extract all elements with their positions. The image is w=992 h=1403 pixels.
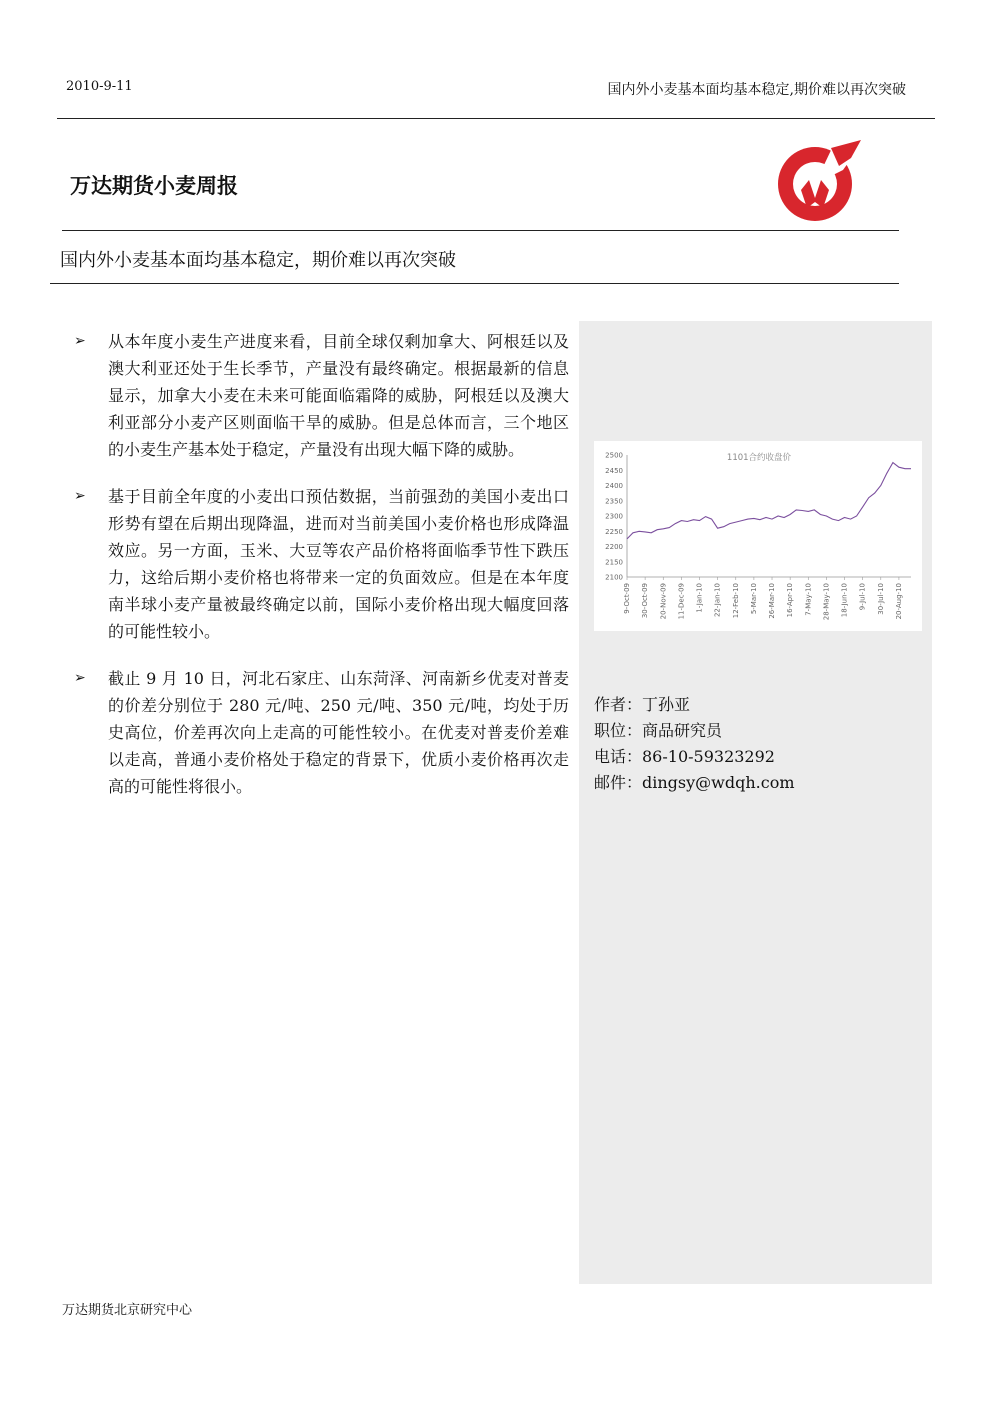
author-name: 作者：丁孙亚 <box>594 695 691 714</box>
y-tick-label: 2250 <box>605 527 623 536</box>
bullet-text: 从本年度小麦生产进度来看，目前全球仅剩加拿大、阿根廷以及澳大利亚还处于生长季节，产量没有最终确定。根据最新的信息显示，加拿大小麦在未来可能面临霜降的威胁，阿根廷以及澳大利亚部分小麦产区则面临干旱的威胁。但是总体而言，三个地区的小麦生产基本处于稳定，产量没有出现大幅下降的威胁。 <box>108 332 569 459</box>
x-tick-label: 9-Oct-09 <box>623 583 631 614</box>
price-chart <box>594 441 922 631</box>
y-tick-label: 2300 <box>605 512 623 521</box>
arrow-bullet-icon: ➢ <box>74 670 86 686</box>
y-tick-label: 2100 <box>605 573 623 582</box>
x-tick-label: 11-Dec-09 <box>677 583 686 620</box>
x-tick-label: 30-Oct-09 <box>641 583 650 619</box>
x-tick-label: 20-Nov-09 <box>659 583 668 620</box>
header-rule <box>57 118 935 119</box>
author-info <box>594 692 795 796</box>
report-title: 万达期货小麦周报 <box>70 174 238 198</box>
author-position: 职位：商品研究员 <box>594 721 723 740</box>
x-tick-label: 26-Mar-10 <box>768 583 777 619</box>
x-tick-label: 18-Jun-10 <box>840 583 849 618</box>
price-chart-svg <box>594 441 922 631</box>
wanda-logo-icon <box>773 140 863 224</box>
y-tick-label: 2350 <box>605 497 623 506</box>
x-tick-label: 12-Feb-10 <box>731 583 740 619</box>
y-tick-label: 2400 <box>605 482 623 490</box>
header-running-title: 国内外小麦基本面均基本稳定,期价难以再次突破 <box>607 82 906 98</box>
y-tick-label: 2500 <box>605 451 623 460</box>
headline: 国内外小麦基本面均基本稳定，期价难以再次突破 <box>60 250 456 271</box>
x-tick-label: 30-Jul-10 <box>876 583 885 615</box>
bullet-text: 截止 9 月 10 日，河北石家庄、山东菏泽、河南新乡优麦对普麦的价差分别位于 280 元/吨、250 元/吨、350 元/吨，均处于历史高位，价差再次向上走高的可能性较小。在优麦对普麦价差难以走高，普通小麦价格处于稳定的背景下，优质小麦价格再次走高的可能性将很小。 <box>108 669 569 796</box>
chart-title: 1101合约收盘价 <box>726 453 792 463</box>
price-series-line <box>627 463 911 539</box>
arrow-bullet-icon: ➢ <box>74 488 86 504</box>
arrow-bullet-icon: ➢ <box>74 333 86 349</box>
x-tick-label: 9-Jul-10 <box>858 583 867 611</box>
y-tick-label: 2150 <box>605 558 623 567</box>
headline-rule <box>50 283 899 284</box>
title-rule <box>62 230 899 231</box>
x-tick-label: 5-Mar-10 <box>749 583 758 615</box>
list-item <box>74 483 569 645</box>
x-tick-label: 16-Apr-10 <box>786 583 795 618</box>
footer-text: 万达期货北京研究中心 <box>62 1303 193 1318</box>
author-email: 邮件：dingsy@wdqh.com <box>594 773 795 792</box>
x-tick-label: 28-May-10 <box>822 583 831 621</box>
y-tick-label: 2450 <box>605 466 623 475</box>
author-phone: 电话：86-10-59323292 <box>594 747 775 766</box>
y-tick-label: 2200 <box>605 543 623 551</box>
x-tick-label: 20-Aug-10 <box>894 583 903 620</box>
bullet-text: 基于目前全年度的小麦出口预估数据，当前强劲的美国小麦出口形势有望在后期出现降温，进而对当前美国小麦价格也形成降温效应。另一方面，玉米、大豆等农产品价格将面临季节性下跌压力，这给后期小麦价格也将带来一定的负面效应。但是在本年度南半球小麦产量被最终确定以前，国际小麦价格出现大幅度回落的可能性较小。 <box>108 487 569 641</box>
bullet-list <box>74 328 569 820</box>
x-tick-label: 7-May-10 <box>804 583 813 616</box>
list-item <box>74 328 569 463</box>
header-date: 2010-9-11 <box>66 79 133 94</box>
x-tick-label: 22-Jan-10 <box>713 583 722 618</box>
list-item <box>74 665 569 800</box>
x-tick-label: 1-Jan-10 <box>695 583 704 613</box>
